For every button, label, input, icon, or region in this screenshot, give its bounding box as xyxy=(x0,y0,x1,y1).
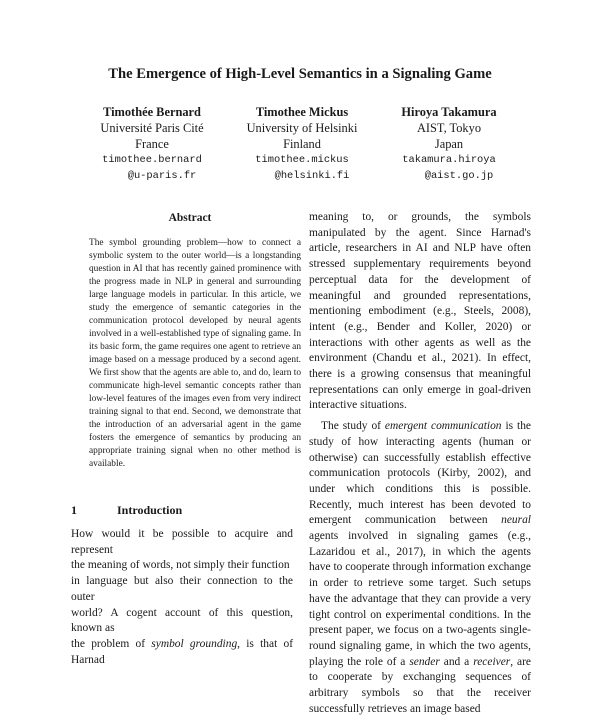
text-run: the problem of xyxy=(71,637,152,650)
text-run: is the study of how interacting agents (human or otherwise) can successfully establish effective communication protocols (Kirby, 2002), and under which conditions this is possible. Recently, much interest has been devoted to emergent communication between xyxy=(309,420,531,527)
paper-title: The Emergence of High-Level Semantics in a Signaling Game xyxy=(108,66,492,82)
text-run: , are to cooperate by exchanging sequences of arbitrary symbols so that the receiver successfully retrieves an image based xyxy=(309,655,531,715)
text-run: and a xyxy=(439,655,474,668)
author-affiliation: Université Paris Cité xyxy=(100,121,204,135)
author-block-3 xyxy=(374,104,524,184)
section-number: 1 xyxy=(71,503,77,517)
body-line: world? A cogent account of this question, known as xyxy=(71,606,293,635)
section-title: Introduction xyxy=(117,503,183,517)
author-affiliation: University of Helsinki xyxy=(246,121,358,135)
emphasis: emergent communication xyxy=(384,420,502,433)
author-email-domain: @helsinki.fi xyxy=(274,170,350,182)
body-line: How would it be possible to acquire and represent xyxy=(71,528,293,556)
author-email-domain: @u-paris.fr xyxy=(127,170,197,182)
emphasis: neural xyxy=(501,514,531,527)
author-location: Japan xyxy=(434,137,464,151)
emphasis: symbol grounding xyxy=(151,637,238,650)
author-email-user: timothee.bernard xyxy=(102,154,202,166)
author-name: Hiroya Takamura xyxy=(401,105,497,119)
author-block-1 xyxy=(77,104,227,184)
emphasis: receiver xyxy=(473,655,511,668)
abstract-text: The symbol grounding problem—how to connect a symbolic system to the outer world—is a longstanding question in AI that has recently gained prominence with the progress made in NLP in general and surrounding large language models in particular. In this article, we study the emergence of semantic categories in the communication protocol developed by neural agents involved in a well-established type of signaling game. In its basic form, the game requires one agent to retrieve an image based on a message produced by a second agent. We first show that the agents are able to, and do, learn to communicate high-level semantic concepts rather than low-level features of the images even from very indirect training signal to that end. Second, we demonstrate that the introduction of an adversarial agent in the game fosters the emergence of semantics by producing an appropriate training signal when no other method is available. xyxy=(89,238,302,469)
author-affiliation: AIST, Tokyo xyxy=(416,121,482,135)
intro-column-2 xyxy=(309,210,531,718)
paragraph xyxy=(309,419,531,717)
emphasis: sender xyxy=(409,655,440,668)
body-line: in language but also their connection to the outer xyxy=(71,575,293,603)
text-run: agents involved in signaling games (e.g., Lazaridou et al., 2017), in which the agents have to cooperate through information exchange in order to retrieve some target. Such setups have the advantage that they can provide a very tight control on experimental conditions. In the present paper, we focus on a two-agents single-round signaling game, in which the two agents, playing the role of a xyxy=(309,530,531,668)
author-location: Finland xyxy=(283,137,321,151)
author-block-2 xyxy=(227,104,377,184)
intro-column-1 xyxy=(71,527,293,668)
text-run: The study of xyxy=(321,420,385,433)
author-name: Timothee Mickus xyxy=(255,105,349,119)
author-location: France xyxy=(135,137,169,151)
author-email-domain: @aist.go.jp xyxy=(424,170,494,182)
author-name: Timothée Bernard xyxy=(103,105,201,119)
paragraph: meaning to, or grounds, the symbols manipulated by the agent. Since Harnad's article, researchers in AI and NLP have often stressed supplementary requirements beyond perceptual data for the development of meaningful and grounded representations, mentioning embodiment (e.g., Steels, 2008), intent (e.g., Bender and Koller, 2020) or interactions with other agents as well as the environment (Chandu et al., 2021). In effect, there is a growing consensus that meaningful representations can only emerge in goal-driven interactive situations. xyxy=(309,211,531,412)
author-email-user: takamura.hiroya xyxy=(402,154,496,166)
text-run: , is that of Harnad xyxy=(71,637,294,666)
body-line: the meaning of words, not simply their function xyxy=(71,559,290,572)
section-heading xyxy=(71,503,182,518)
abstract-heading: Abstract xyxy=(168,212,212,224)
body-line xyxy=(71,637,293,668)
author-email-user: timothee.mickus xyxy=(255,154,349,166)
